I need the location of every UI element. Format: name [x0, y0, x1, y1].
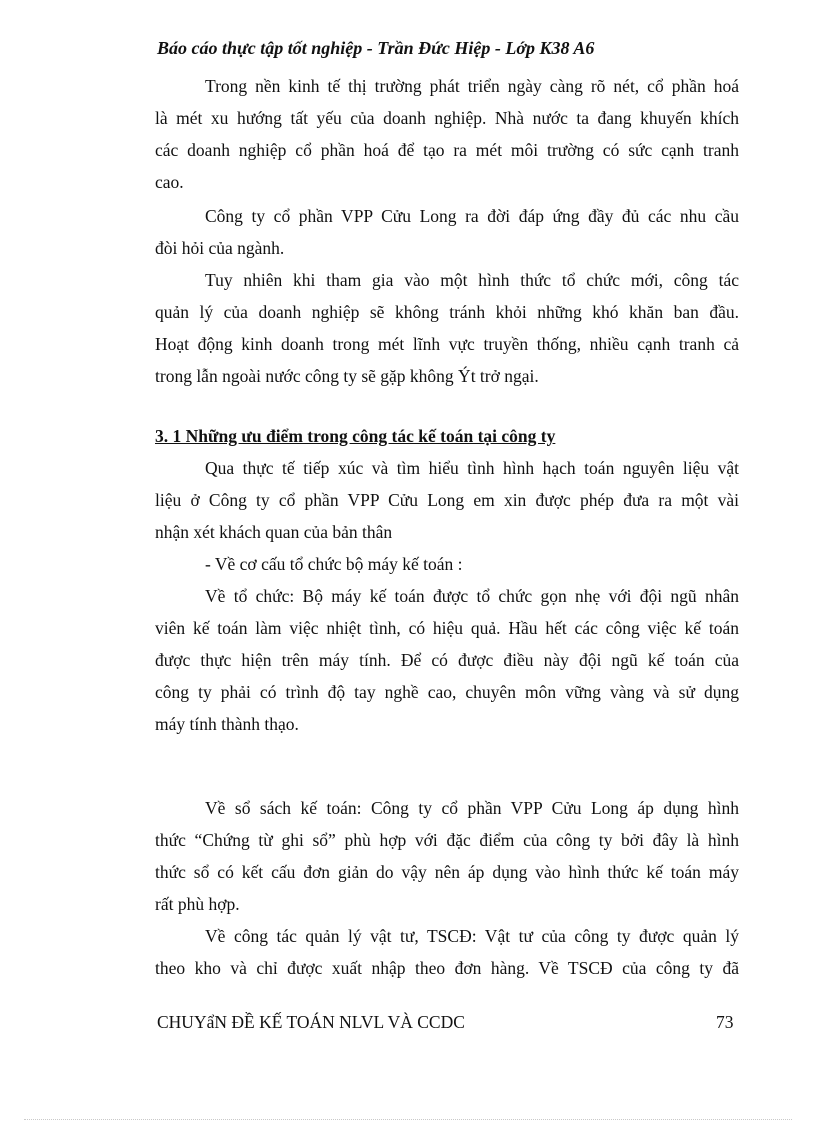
paragraph-8: [155, 920, 739, 984]
paragraph-6: [155, 580, 739, 740]
paragraph-7: [155, 792, 739, 920]
text-line: Về tổ chức: Bộ máy kế toán được tổ chức gọn nhẹ với đội ngũ nhân: [205, 586, 739, 606]
page-bottom-divider: [24, 1119, 792, 1120]
text-line: Công ty cổ phần VPP Cửu Long ra đời đáp ứng đầy đủ các nhu cầu: [205, 206, 739, 226]
text-line: - Về cơ cấu tổ chức bộ máy kế toán :: [205, 554, 463, 574]
text-line: cao.: [155, 172, 184, 192]
text-line: thức “Chứng từ ghi sổ” phù hợp với đặc điểm của công ty bởi đây là hình: [155, 830, 739, 850]
text-line: quản lý của doanh nghiệp sẽ không tránh khỏi những khó khăn ban đầu.: [155, 302, 739, 322]
text-line: Qua thực tế tiếp xúc và tìm hiểu tình hình hạch toán nguyên liệu vật: [205, 458, 739, 478]
text-line: công ty phải có trình độ tay nghề cao, chuyên môn vững vàng và sử dụng: [155, 682, 739, 702]
text-line: Trong nền kinh tế thị trường phát triển ngày càng rõ nét, cổ phần hoá: [205, 76, 739, 96]
text-line: máy tính thành thạo.: [155, 714, 299, 734]
paragraph-3: [155, 264, 739, 392]
text-line: được thực hiện trên máy tính. Để có được điều này đội ngũ kế toán của: [155, 650, 739, 670]
paragraph-4: [155, 452, 739, 548]
text-line: trong lẫn ngoài nước công ty sẽ gặp không Ýt trở ngại.: [155, 366, 539, 386]
text-line: theo kho và chỉ được xuất nhập theo đơn hàng. Về TSCĐ của công ty đã: [155, 958, 739, 978]
footer-title: CHUYẩN ĐỀ KẾ TOÁN NLVL VÀ CCDC: [157, 1012, 465, 1032]
text-line: thức sổ có kết cấu đơn giản do vậy nên áp dụng vào hình thức kế toán máy: [155, 862, 739, 882]
text-line: liệu ở Công ty cổ phần VPP Cửu Long em xin được phép đưa ra một vài: [155, 490, 739, 510]
page-number: 73: [716, 1012, 734, 1032]
section-heading: 3. 1 Những ưu điểm trong công tác kế toán tại công ty: [155, 426, 556, 446]
text-line: là mét xu hướng tất yếu của doanh nghiệp. Nhà nước ta đang khuyến khích: [155, 108, 739, 128]
text-line: Về công tác quản lý vật tư, TSCĐ: Vật tư của công ty được quản lý: [205, 926, 739, 946]
text-line: Hoạt động kinh doanh trong mét lĩnh vực truyền thống, nhiều cạnh tranh cả: [155, 334, 739, 354]
text-line: nhận xét khách quan của bản thân: [155, 522, 393, 542]
paragraph-2: [155, 200, 739, 264]
paragraph-1: [155, 70, 739, 198]
text-line: các doanh nghiệp cổ phần hoá để tạo ra mét môi trường có sức cạnh tranh: [155, 140, 739, 160]
text-line: Tuy nhiên khi tham gia vào một hình thức tổ chức mới, công tác: [205, 270, 739, 290]
text-line: đòi hỏi của ngành.: [155, 238, 285, 258]
text-line: Về sổ sách kế toán: Công ty cổ phần VPP Cửu Long áp dụng hình: [205, 798, 739, 818]
text-line: rất phù hợp.: [155, 894, 240, 914]
text-line: viên kế toán làm việc nhiệt tình, có hiệu quả. Hầu hết các công việc kế toán: [155, 618, 739, 638]
page-header: Báo cáo thực tập tốt nghiệp - Trần Đức Hiệp - Lớp K38 A6: [157, 38, 595, 58]
paragraph-5: [155, 548, 739, 580]
